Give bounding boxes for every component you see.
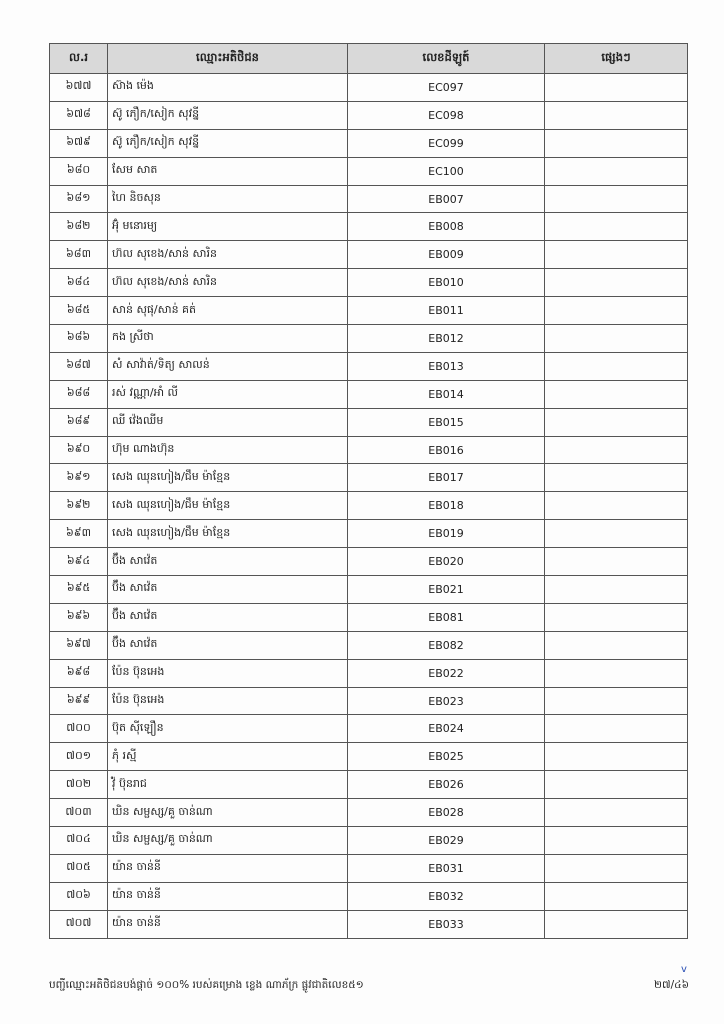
other-note: [545, 520, 688, 548]
customer-name: សាន់ សុផុ/សាន់ គត់: [108, 297, 348, 325]
row-number: ៧០១: [50, 743, 108, 771]
page-number: ២៧/៤៦: [654, 979, 689, 991]
lot-number: EB032: [348, 882, 545, 910]
other-note: [545, 743, 688, 771]
customer-name: សេង ឈុនហៀង/ជឹម ម៉ាខ្មែន: [108, 492, 348, 520]
table-row: [50, 687, 688, 715]
table-row: [50, 241, 688, 269]
customer-name: ហ៊ល សុខេង/សាន់ សារិន: [108, 269, 348, 297]
lot-number: EB022: [348, 659, 545, 687]
other-note: [545, 241, 688, 269]
customer-name: យ៉ាន ចាន់នី: [108, 910, 348, 938]
other-note: [545, 297, 688, 325]
lot-number: EB007: [348, 185, 545, 213]
table-row: [50, 213, 688, 241]
other-note: [545, 185, 688, 213]
lot-number: EB081: [348, 603, 545, 631]
customer-name: ប៊ឹង សាវ៉េត: [108, 548, 348, 576]
table-row: [50, 157, 688, 185]
customer-name: រស់ វណ្ណា/អាំ លី: [108, 380, 348, 408]
table-header-row: [50, 44, 688, 74]
table-body: [50, 74, 688, 939]
customer-name: យ៉ាន ចាន់នី: [108, 882, 348, 910]
row-number: ៦៨២: [50, 213, 108, 241]
table-row: [50, 882, 688, 910]
table-row: [50, 269, 688, 297]
row-number: ៦៨០: [50, 157, 108, 185]
table-row: [50, 910, 688, 938]
lot-number: EB026: [348, 771, 545, 799]
customer-name: យ៉ាន ចាន់នី: [108, 854, 348, 882]
customer-name: ប៊ុត ស៊ីឡឿន: [108, 715, 348, 743]
table-row: [50, 771, 688, 799]
table-row: [50, 854, 688, 882]
other-note: [545, 603, 688, 631]
customer-name: ប៊ឹង សាវ៉េត: [108, 631, 348, 659]
row-number: ៦៩០: [50, 436, 108, 464]
other-note: [545, 631, 688, 659]
table-row: [50, 464, 688, 492]
customer-name: សំ សាវ៉ាត់/ទិត្យ សាលន់: [108, 352, 348, 380]
table-row: [50, 743, 688, 771]
row-number: ៦៩៦: [50, 603, 108, 631]
table-row: [50, 325, 688, 353]
other-note: [545, 492, 688, 520]
table-row: [50, 380, 688, 408]
other-note: [545, 101, 688, 129]
other-note: [545, 352, 688, 380]
table-row: [50, 185, 688, 213]
lot-number: EB033: [348, 910, 545, 938]
row-number: ៦៨៦: [50, 325, 108, 353]
table-row: [50, 352, 688, 380]
customer-name: អ៊ុំ មនោរម្យ: [108, 213, 348, 241]
customer-name: សែម សាត: [108, 157, 348, 185]
row-number: ៧០៥: [50, 854, 108, 882]
row-number: ៧០២: [50, 771, 108, 799]
other-note: [545, 436, 688, 464]
footer-title: បញ្ជីឈ្មោះអតិថិជនបង់ផ្តាច់ ១០០% របស់គម្រោង ខ្លេង ណាភ័ក្រ ផ្លូវជាតិលេខ៥១: [49, 979, 364, 991]
other-note: [545, 910, 688, 938]
table-row: [50, 603, 688, 631]
row-number: ៧០០: [50, 715, 108, 743]
other-note: [545, 325, 688, 353]
row-number: ៦៩៨: [50, 659, 108, 687]
row-number: ៦៨៧: [50, 352, 108, 380]
other-note: [545, 687, 688, 715]
other-note: [545, 380, 688, 408]
row-number: ៦៩៥: [50, 576, 108, 604]
lot-number: EB029: [348, 827, 545, 855]
other-note: [545, 827, 688, 855]
table-row: [50, 74, 688, 102]
customer-table: [49, 43, 688, 939]
row-number: ៦៧៩: [50, 129, 108, 157]
lot-number: EB012: [348, 325, 545, 353]
customer-name: ភុំ រស្មី: [108, 743, 348, 771]
header-lot-number: លេខដីឡូត៍: [348, 44, 545, 74]
table-row: [50, 129, 688, 157]
customer-name: ប៉ែន ប៊ុនអេង: [108, 659, 348, 687]
other-note: [545, 771, 688, 799]
other-note: [545, 74, 688, 102]
other-note: [545, 576, 688, 604]
lot-number: EB008: [348, 213, 545, 241]
customer-name: ឃិន សម្ផស្ស/គួ ចាន់ណា: [108, 799, 348, 827]
header-no: ល.រ: [50, 44, 108, 74]
customer-name: ប៊ឹង សាវ៉េត: [108, 603, 348, 631]
customer-name: សេង ឈុនហៀង/ជឹម ម៉ាខ្មែន: [108, 520, 348, 548]
table-row: [50, 576, 688, 604]
row-number: ៧០៧: [50, 910, 108, 938]
lot-number: EB019: [348, 520, 545, 548]
lot-number: EB010: [348, 269, 545, 297]
table-row: [50, 659, 688, 687]
other-note: [545, 854, 688, 882]
lot-number: EB020: [348, 548, 545, 576]
row-number: ៦៧៧: [50, 74, 108, 102]
lot-number: EB009: [348, 241, 545, 269]
row-number: ៧០៤: [50, 827, 108, 855]
lot-number: EC097: [348, 74, 545, 102]
row-number: ៦៨៩: [50, 408, 108, 436]
other-note: [545, 157, 688, 185]
other-note: [545, 659, 688, 687]
lot-number: EB025: [348, 743, 545, 771]
table-row: [50, 799, 688, 827]
lot-number: EC099: [348, 129, 545, 157]
other-note: [545, 213, 688, 241]
lot-number: EC100: [348, 157, 545, 185]
lot-number: EB018: [348, 492, 545, 520]
lot-number: EB031: [348, 854, 545, 882]
lot-number: EB021: [348, 576, 545, 604]
handwritten-mark: v: [681, 964, 687, 975]
customer-name: ហ៊ល សុខេង/សាន់ សារិន: [108, 241, 348, 269]
other-note: [545, 408, 688, 436]
other-note: [545, 799, 688, 827]
row-number: ៧០៣: [50, 799, 108, 827]
other-note: [545, 548, 688, 576]
header-customer-name: ឈ្មោះអតិថិជន: [108, 44, 348, 74]
customer-name: វ៉ុំ ប៊ុនរាជ: [108, 771, 348, 799]
customer-name: ប៉ែន ប៊ុនអេង: [108, 687, 348, 715]
row-number: ៦៩៤: [50, 548, 108, 576]
table-row: [50, 408, 688, 436]
table-row: [50, 101, 688, 129]
row-number: ៦៨៤: [50, 269, 108, 297]
row-number: ៦៨៣: [50, 241, 108, 269]
row-number: ៦៨៥: [50, 297, 108, 325]
table-row: [50, 297, 688, 325]
row-number: ៦៩២: [50, 492, 108, 520]
customer-name: ប៊ឹង សាវ៉េត: [108, 576, 348, 604]
table-row: [50, 492, 688, 520]
other-note: [545, 269, 688, 297]
other-note: [545, 715, 688, 743]
table-row: [50, 715, 688, 743]
other-note: [545, 882, 688, 910]
customer-name: ស៊ូ ភឿក/សៀក សុវន្នី: [108, 101, 348, 129]
lot-number: EB028: [348, 799, 545, 827]
customer-name: ស៊ាង ម៉េង: [108, 74, 348, 102]
row-number: ៧០៦: [50, 882, 108, 910]
lot-number: EB015: [348, 408, 545, 436]
row-number: ៦៨៨: [50, 380, 108, 408]
customer-name: កង ស្រីថា: [108, 325, 348, 353]
lot-number: EB024: [348, 715, 545, 743]
table-row: [50, 436, 688, 464]
lot-number: EB014: [348, 380, 545, 408]
other-note: [545, 129, 688, 157]
customer-name: ហៃ និចសុន: [108, 185, 348, 213]
customer-name: ឈី វ៉េងឈីម: [108, 408, 348, 436]
lot-number: EB017: [348, 464, 545, 492]
table-row: [50, 520, 688, 548]
lot-number: EB011: [348, 297, 545, 325]
lot-number: EC098: [348, 101, 545, 129]
customer-name: ឃិន សម្ផស្ស/គួ ចាន់ណា: [108, 827, 348, 855]
lot-number: EB013: [348, 352, 545, 380]
customer-name: សេង ឈុនហៀង/ជឹម ម៉ាខ្មែន: [108, 464, 348, 492]
row-number: ៦៨១: [50, 185, 108, 213]
lot-number: EB016: [348, 436, 545, 464]
row-number: ៦៧៨: [50, 101, 108, 129]
table-row: [50, 548, 688, 576]
lot-number: EB082: [348, 631, 545, 659]
row-number: ៦៩៧: [50, 631, 108, 659]
lot-number: EB023: [348, 687, 545, 715]
other-note: [545, 464, 688, 492]
row-number: ៦៩៣: [50, 520, 108, 548]
header-other: ផ្សេងៗ: [545, 44, 688, 74]
row-number: ៦៩៩: [50, 687, 108, 715]
customer-name: ហ៊ុម ណាងហ៊ុន: [108, 436, 348, 464]
table-row: [50, 827, 688, 855]
row-number: ៦៩១: [50, 464, 108, 492]
table-row: [50, 631, 688, 659]
customer-name: ស៊ូ ភឿក/សៀក សុវន្នី: [108, 129, 348, 157]
